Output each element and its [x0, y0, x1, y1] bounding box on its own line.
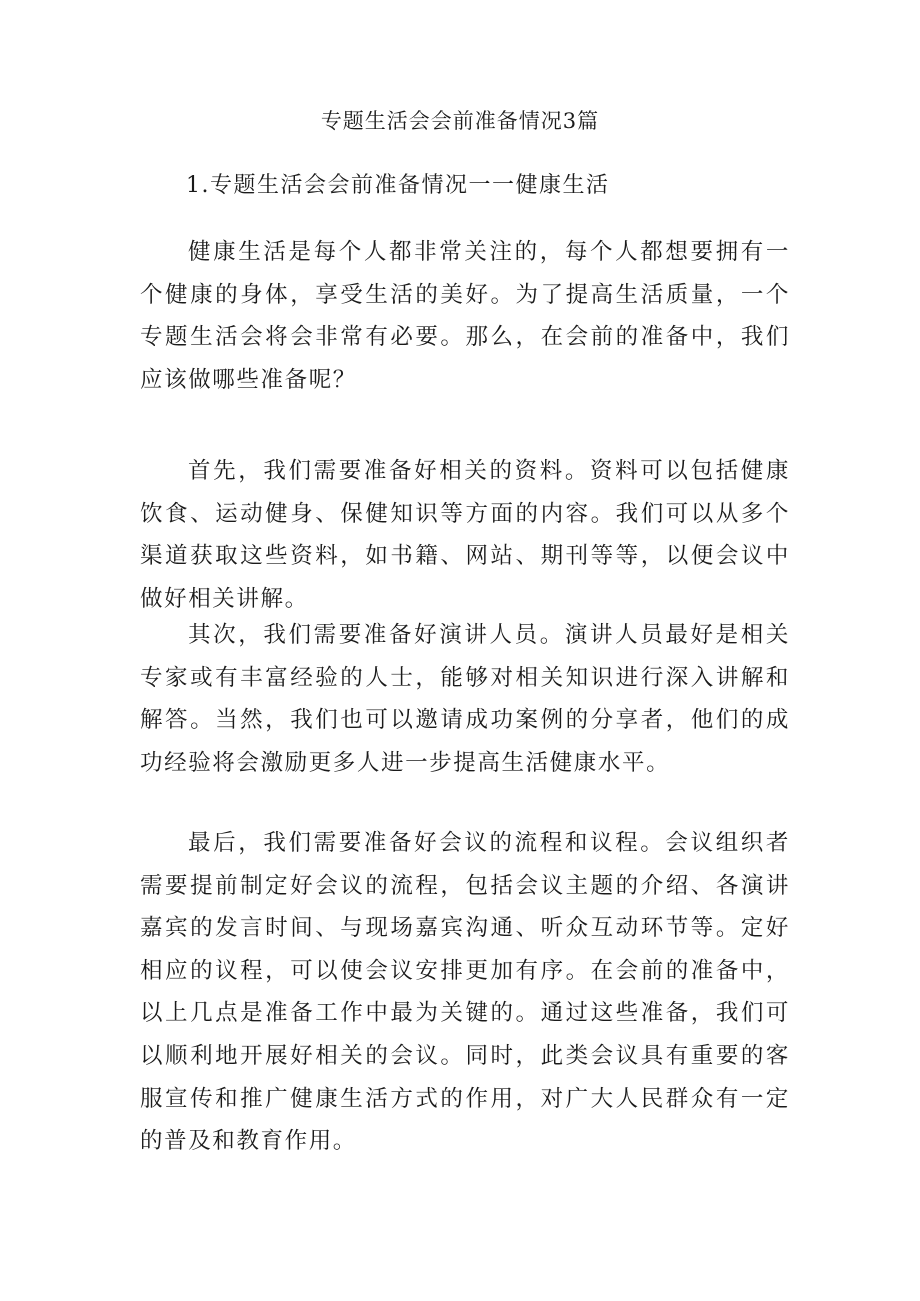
paragraph-speakers: 其次，我们需要准备好演讲人员。演讲人员最好是相关专家或有丰富经验的人士，能够对相关知识进行深入讲解和解答。当然，我们也可以邀请成功案例的分享者，他们的成功经验将会激励更多人进一步提高生活健康水平。: [140, 622, 790, 776]
paragraph-intro: 健康生活是每个人都非常关注的，每个人都想要拥有一个健康的身体，享受生活的美好。为了提高生活质量，一个专题生活会将会非常有必要。那么，在会前的准备中，我们应该做哪些准备呢？: [140, 239, 790, 393]
document-title: 专题生活会会前准备情况3篇: [320, 109, 600, 133]
section-heading: 1.专题生活会会前准备情况一一健康生活: [186, 173, 610, 198]
paragraph-agenda: 最后，我们需要准备好会议的流程和议程。会议组织者需要提前制定好会议的流程，包括会议主题的介绍、各演讲嘉宾的发言时间、与现场嘉宾沟通、听众互动环节等。定好相应的议程，可以使会议安排更加有序。在会前的准备中，以上几点是准备工作中最为关键的。通过这些准备，我们可以顺利地开展好相关的会议。同时，此类会议具有重要的客服宣传和推广健康生活方式的作用，对广大人民群众有一定的普及和教育作用。: [140, 830, 790, 1155]
paragraph-materials: 首先，我们需要准备好相关的资料。资料可以包括健康饮食、运动健身、保健知识等方面的内容。我们可以从多个渠道获取这些资料，如书籍、网站、期刊等等，以便会议中做好相关讲解。: [140, 458, 790, 612]
